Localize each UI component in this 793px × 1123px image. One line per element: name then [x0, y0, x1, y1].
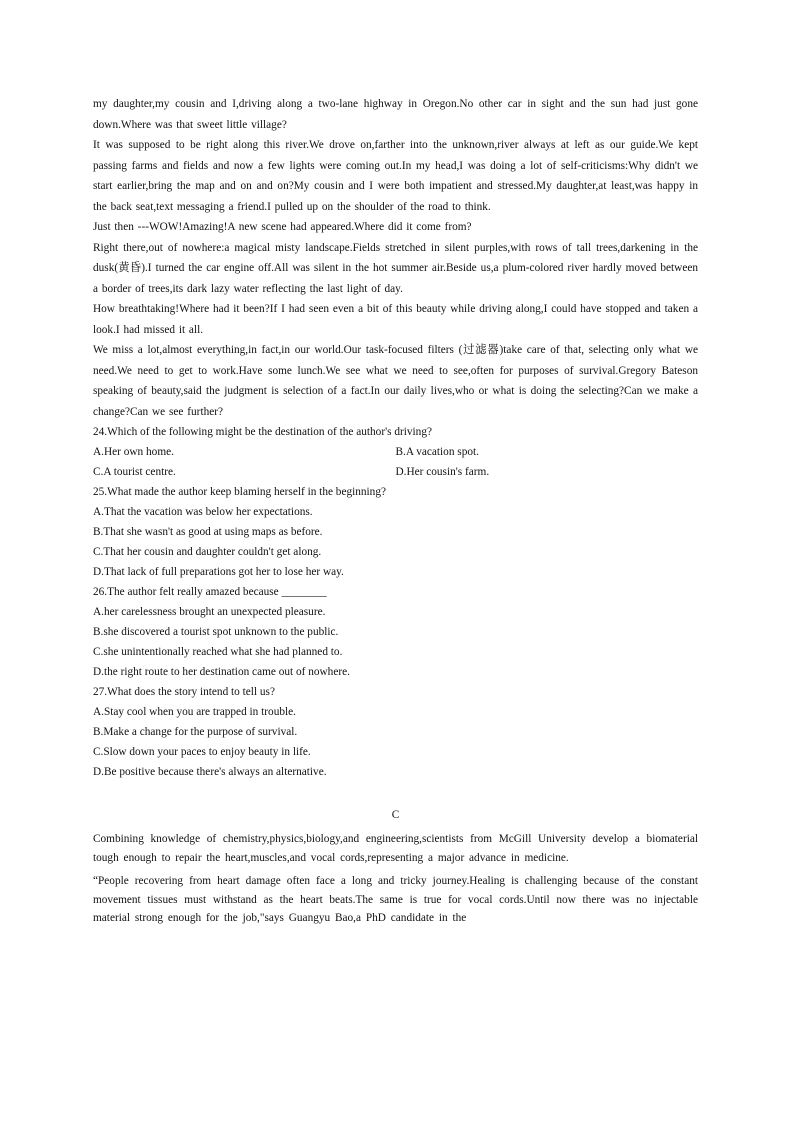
- question-27: [93, 682, 698, 782]
- section-title: C: [391, 809, 400, 821]
- question-24: [93, 422, 698, 482]
- option-d: D.the right route to her destination came out of nowhere.: [93, 666, 350, 678]
- option-d: D.Be positive because there's always an alternative.: [93, 766, 327, 778]
- question-stem: 26.The author felt really amazed because ________: [93, 586, 327, 598]
- question-25: [93, 482, 698, 582]
- option-c: C.A tourist centre.: [93, 466, 176, 478]
- question-stem: 27.What does the story intend to tell us?: [93, 686, 275, 698]
- option-c: C.she unintentionally reached what she had planned to.: [93, 646, 343, 658]
- option-a: A.Her own home.: [93, 446, 174, 458]
- passage-c-paragraph-1: Combining knowledge of chemistry,physics,biology,and engineering,scientists from McGill University develop a biomaterial tough enough to repair the heart,muscles,and vocal cords,representing a major advance in medicine.: [93, 833, 698, 864]
- passage-b-paragraph-2: It was supposed to be right along this river.We drove on,farther into the unknown,river always at left as our guide.We kept passing farms and fields and now a few lights were coming out.In my head,I was doing a lot of self-criticisms:Why didn't we start earlier,bring the map and on and on?My cousin and I were both impatient and stressed.My daughter,at least,was happy in the back seat,text messaging a friend.I pulled up on the shoulder of the road to think.: [93, 139, 698, 213]
- passage-c-paragraph-2: “People recovering from heart damage often face a long and tricky journey.Healing is challenging because of the constant movement tissues must withstand as the heart beats.The same is true for vocal cords.Until now there was no injectable material strong enough for the job,"says Guangyu Bao,a PhD candidate in the: [93, 875, 698, 924]
- option-b: B.Make a change for the purpose of survival.: [93, 726, 298, 738]
- option-d: D.Her cousin's farm.: [395, 466, 490, 478]
- passage-b-paragraph-6: We miss a lot,almost everything,in fact,in our world.Our task-focused filters (过滤器)take care of that, selecting only what we need.We need to get to work.Have some lunch.We see what we need to see,often for purposes of survival.Gregory Bateson speaking of beauty,said the judgment is selection of a fact.In our daily lives,who or what is doing the selecting?Can we make a change?Can we see further?: [93, 344, 698, 418]
- option-a: A.Stay cool when you are trapped in trouble.: [93, 706, 296, 718]
- option-a: A.That the vacation was below her expectations.: [93, 506, 313, 518]
- option-a: A.her carelessness brought an unexpected pleasure.: [93, 606, 326, 618]
- option-d: D.That lack of full preparations got her to lose her way.: [93, 566, 344, 578]
- option-c: C.Slow down your paces to enjoy beauty in life.: [93, 746, 311, 758]
- passage-b-paragraph-3: Just then ---WOW!Amazing!A new scene had appeared.Where did it come from?: [93, 221, 472, 233]
- option-row: [93, 442, 698, 462]
- option-row: [93, 462, 698, 482]
- option-b: B.A vacation spot.: [395, 446, 479, 458]
- passage-b-paragraph-4: Right there,out of nowhere:a magical misty landscape.Fields stretched in silent purples,with rows of tall trees,darkening in the dusk(黄昏).I turned the car engine off.All was silent in the hot summer air.Beside us,a plum-colored river hardly moved between a border of trees,its dark lazy water reflecting the last light of day.: [93, 241, 698, 295]
- passage-b-paragraph-5: How breathtaking!Where had it been?If I had seen even a bit of this beauty while driving along,I could have stopped and taken a look.I had missed it all.: [93, 303, 698, 336]
- document-page: [93, 94, 698, 933]
- passage-b: [93, 94, 698, 422]
- question-stem: 25.What made the author keep blaming herself in the beginning?: [93, 486, 386, 498]
- passage-c: [93, 806, 698, 928]
- option-b: B.That she wasn't as good at using maps as before.: [93, 526, 323, 538]
- option-b: B.she discovered a tourist spot unknown to the public.: [93, 626, 339, 638]
- passage-b-paragraph-1: my daughter,my cousin and I,driving along a two-lane highway in Oregon.No other car in sight and the sun had just gone down.Where was that sweet little village?: [93, 98, 698, 131]
- question-stem: 24.Which of the following might be the destination of the author's driving?: [93, 426, 432, 438]
- question-26: [93, 582, 698, 682]
- option-c: C.That her cousin and daughter couldn't get along.: [93, 546, 322, 558]
